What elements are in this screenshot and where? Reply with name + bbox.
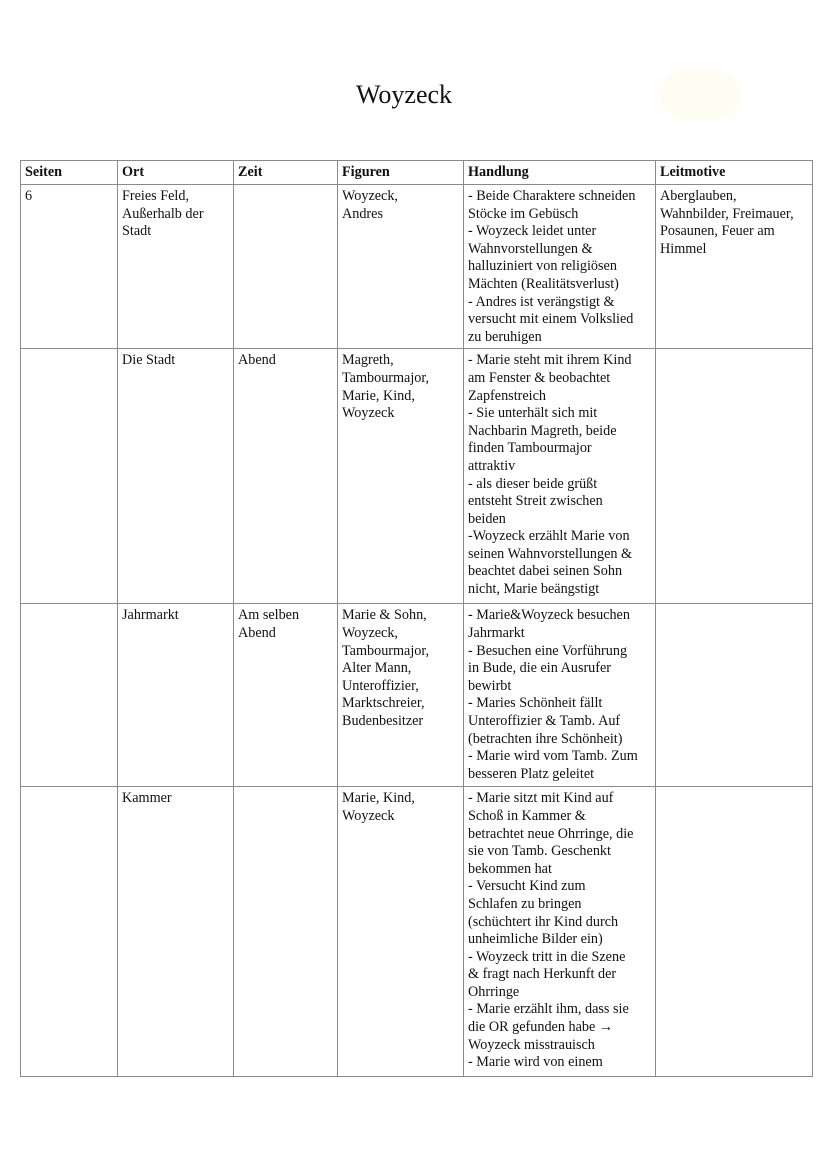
cell-leitmotive [656,604,813,787]
cell-ort: Freies Feld, Außerhalb der Stadt [118,185,234,349]
header-handlung: Handlung [464,161,656,185]
cell-ort: Die Stadt [118,349,234,604]
cell-zeit [234,185,338,349]
header-leitmotive: Leitmotive [656,161,813,185]
table-row [21,787,813,1077]
table-row [21,604,813,787]
cell-ort: Kammer [118,787,234,1077]
cell-handlung: - Marie&Woyzeck besuchen Jahrmarkt - Besuchen eine Vorführung in Bude, die ein Ausrufer bewirbt - Maries Schönheit fällt Unteroffizier & Tamb. Auf (betrachten ihre Schönheit) - Marie wird vom Tamb. Zum besseren Platz geleitet [464,604,656,787]
cell-handlung: - Beide Charaktere schneiden Stöcke im Gebüsch - Woyzeck leidet unter Wahnvorstellungen & halluziniert von religiösen Mächten (Realitätsverlust) - Andres ist verängstigt & versucht mit einem Volkslied zu beruhigen [464,185,656,349]
cell-seiten [21,604,118,787]
cell-handlung: - Marie sitzt mit Kind auf Schoß in Kammer & betrachtet neue Ohrringe, die sie von Tamb. Geschenkt bekommen hat - Versucht Kind zum Schlafen zu bringen (schüchtert ihr Kind durch unheimliche Bilder ein) - Woyzeck tritt in die Szene & fragt nach Herkunft der Ohrringe - Marie erzählt ihm, dass sie die OR gefunden habe → Woyzeck misstrauisch - Marie wird von einem [464,787,656,1077]
cell-leitmotive: Aberglauben, Wahnbilder, Freimauer, Posaunen, Feuer am Himmel [656,185,813,349]
header-ort: Ort [118,161,234,185]
table-row [21,349,813,604]
cell-zeit [234,787,338,1077]
cell-handlung: - Marie steht mit ihrem Kind am Fenster & beobachtet Zapfenstreich - Sie unterhält sich mit Nachbarin Magreth, beide finden Tambourmajor attraktiv - als dieser beide grüßt entsteht Streit zwischen beiden -Woyzeck erzählt Marie von seinen Wahnvorstellungen & beachtet dabei seinen Sohn nicht, Marie beängstigt [464,349,656,604]
header-figuren: Figuren [338,161,464,185]
cell-leitmotive [656,787,813,1077]
cell-figuren: Woyzeck, Andres [338,185,464,349]
cell-figuren: Marie & Sohn, Woyzeck, Tambourmajor, Alter Mann, Unteroffizier, Marktschreier, Budenbesitzer [338,604,464,787]
page-title: Woyzeck [355,80,453,109]
header-seiten: Seiten [21,161,118,185]
cell-zeit: Am selben Abend [234,604,338,787]
cell-seiten: 6 [21,185,118,349]
cell-leitmotive [656,349,813,604]
cell-zeit: Abend [234,349,338,604]
scene-table [20,160,813,1077]
header-zeit: Zeit [234,161,338,185]
cell-seiten [21,787,118,1077]
cell-seiten [21,349,118,604]
cell-ort: Jahrmarkt [118,604,234,787]
cell-figuren: Marie, Kind, Woyzeck [338,787,464,1077]
header-row [21,161,813,185]
cell-figuren: Magreth, Tambourmajor, Marie, Kind, Woyzeck [338,349,464,604]
table-row [21,185,813,349]
